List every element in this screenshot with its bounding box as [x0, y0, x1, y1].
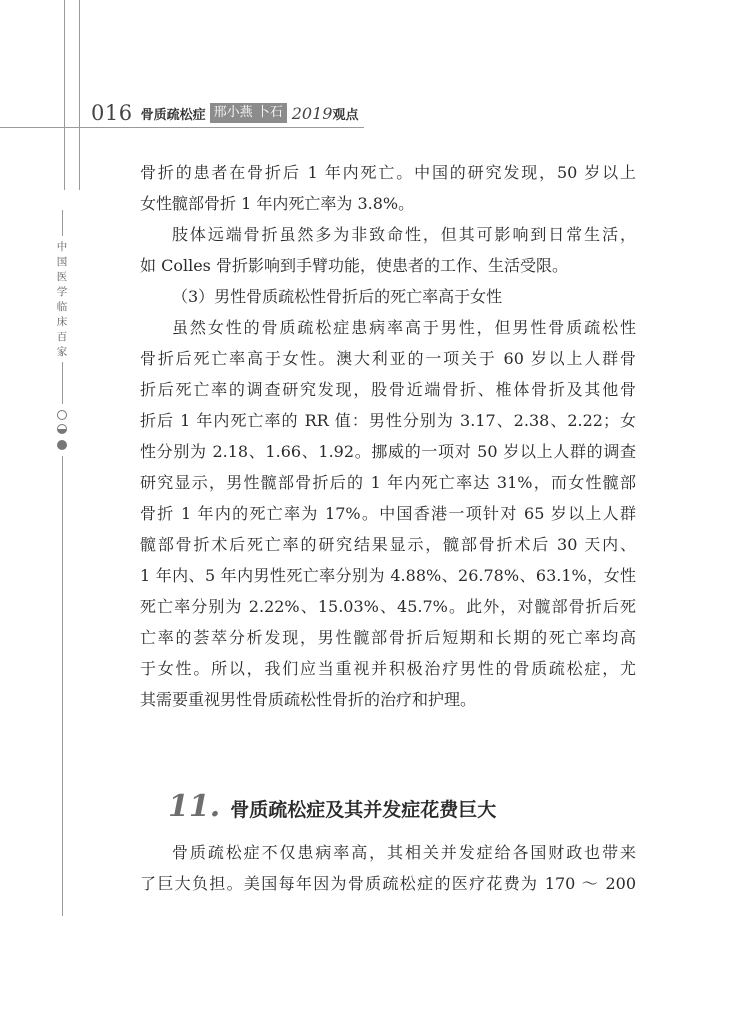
section-title: 骨质疏松症及其并发症花费巨大: [230, 799, 497, 821]
filled-circle-icon: [57, 440, 67, 450]
text-line: 研究显示，男性髋部骨折后的 1 年内死亡率达 31%，而女性髋部: [140, 473, 636, 492]
series-char: 学: [56, 286, 68, 298]
text-line: 亡率的荟萃分析发现，男性髋部骨折后短期和长期的死亡率均高: [140, 628, 636, 647]
authors-badge: 邢小燕 卜石: [210, 103, 287, 123]
frame-line-vertical-left: [64, 0, 65, 190]
section-heading: [168, 789, 496, 824]
series-char: 国: [56, 256, 68, 268]
text-line: 肢体远端骨折虽然多为非致命性，但其可影响到日常生活，: [172, 225, 636, 244]
text-line: 虽然女性的骨质疏松症患病率高于男性，但男性骨质疏松性: [172, 318, 636, 337]
subheading-line: （3）男性骨质疏松性骨折后的死亡率高于女性: [172, 287, 503, 306]
sidebar-line-upper: [62, 210, 63, 236]
half-circle-icon: [57, 424, 67, 434]
sidebar-line-middle: [62, 362, 63, 404]
series-char: 家: [56, 346, 68, 358]
text-line: 于女性。所以，我们应当重视并积极治疗男性的骨质疏松症，尤: [140, 659, 636, 678]
series-char: 中: [56, 241, 68, 253]
text-line: 其需要重视男性骨质疏松性骨折的治疗和护理。: [140, 690, 477, 709]
book-title: 骨质疏松症: [140, 107, 206, 123]
section-body-text: [140, 837, 636, 899]
text-line: 了巨大负担。美国每年因为骨质疏松症的医疗花费为 170 ～ 200: [140, 874, 636, 893]
text-line: 死亡率分别为 2.22%、15.03%、45.7%。此外，对髋部骨折后死: [140, 597, 636, 616]
edition-suffix: 观点: [332, 107, 359, 123]
text-line: 1 年内、5 年内男性死亡率分别为 4.88%、26.78%、63.1%，女性: [140, 566, 636, 585]
frame-line-vertical-right: [79, 0, 80, 190]
paragraph: [140, 312, 636, 715]
series-char: 临: [56, 301, 68, 313]
text-line: 如 Colles 骨折影响到手臂功能，使患者的工作、生活受限。: [140, 256, 568, 275]
empty-circle-icon: [57, 410, 67, 420]
text-line: 骨折的患者在骨折后 1 年内死亡。中国的研究发现，50 岁以上: [140, 163, 636, 182]
text-line: 折后 1 年内死亡率的 RR 值：男性分别为 3.17、2.38、2.22；女: [140, 411, 636, 430]
text-line: 女性髋部骨折 1 年内死亡率为 3.8%。: [140, 194, 415, 213]
series-char: 床: [56, 316, 68, 328]
edition-year: 2019: [291, 103, 333, 123]
text-line: 骨折后死亡率高于女性。澳大利亚的一项关于 60 岁以上人群骨: [140, 349, 636, 368]
paragraph: [140, 157, 636, 219]
series-char: 百: [56, 331, 68, 343]
body-text: [140, 157, 636, 715]
text-line: 折后死亡率的调查研究发现，股骨近端骨折、椎体骨折及其他骨: [140, 380, 636, 399]
text-line: 骨折 1 年内的死亡率为 17%。中国香港一项针对 65 岁以上人群: [140, 504, 636, 523]
text-line: 骨质疏松症不仅患病率高，其相关并发症给各国财政也带来: [172, 843, 636, 862]
series-char: 医: [56, 271, 68, 283]
section-number: 11.: [168, 789, 221, 824]
series-name-vertical: [54, 240, 70, 360]
page-number: 016: [91, 101, 133, 125]
sidebar-line-lower: [62, 456, 63, 916]
paragraph: [140, 219, 636, 281]
text-line: 性分别为 2.18、1.66、1.92。挪威的一项对 50 岁以上人群的调查: [140, 442, 636, 461]
subheading: [140, 281, 636, 312]
header-rule: [0, 127, 364, 128]
text-line: 髋部骨折术后死亡率的研究结果显示，髋部骨折术后 30 天内、: [140, 535, 636, 554]
running-header: [91, 100, 358, 126]
